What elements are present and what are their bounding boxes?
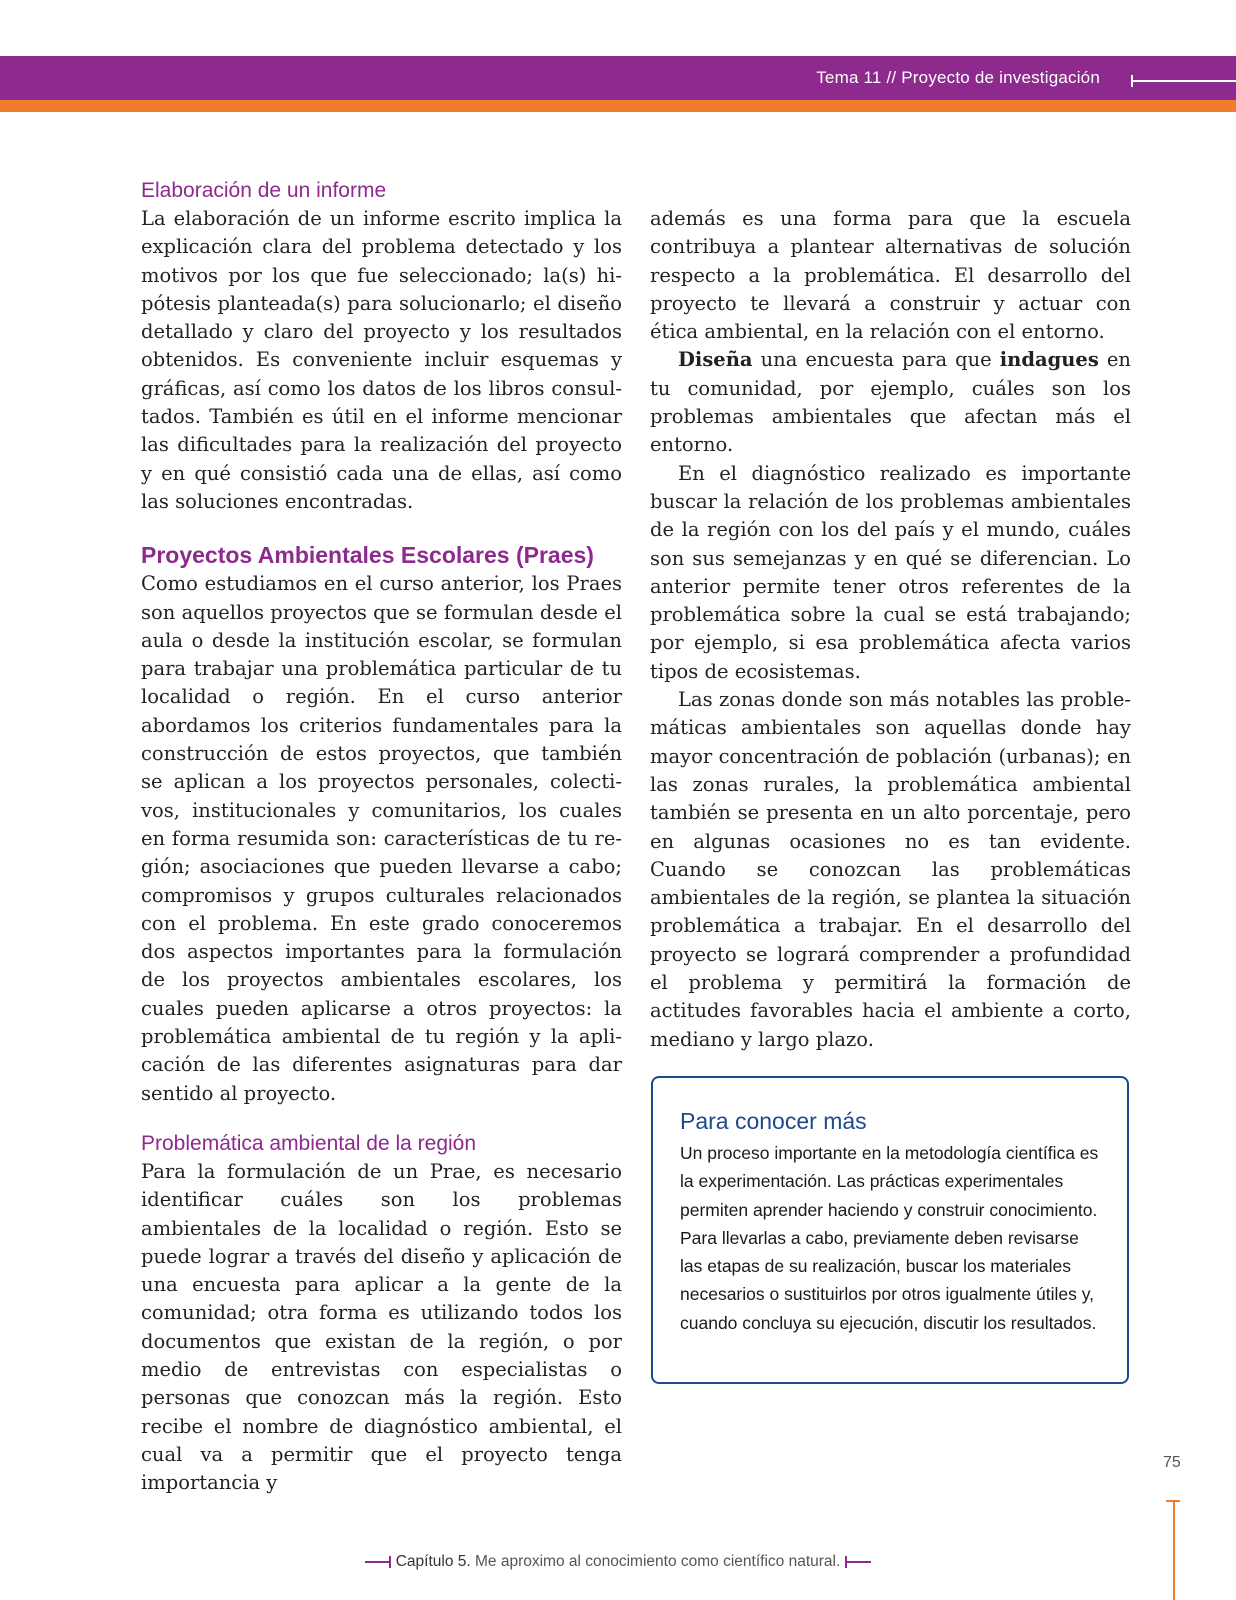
text-disena-rest: en tu comunidad, por ejemplo, cuáles son los problemas ambientales que afectan más el entorno. bbox=[650, 348, 1131, 457]
paragraph-informe: La elaboración de un informe escrito implica la explicación clara del problema detectado y los motivos por los que fue seleccionado; la(s) hipótesis planteada(s) para solucionarlo; el diseño detallado y claro del proyecto y los resultados obtenidos. Es conveniente incluir esquemas y gráficas, así como los datos de los libros consultados. También es útil en el informe mencionar las dificultades para la realización del proyecto y en qué consistió cada una de ellas, así como las soluciones encontradas. bbox=[141, 207, 622, 513]
header-rule bbox=[1132, 80, 1236, 82]
header-accent-stripe bbox=[0, 100, 1236, 112]
paragraph-problematica: Para la formulación de un Prae, es necesario identificar cuáles son los problemas ambientales de la localidad o región. Esto se puede lograr a través del diseño y aplicación de una encuesta para aplicar a la gente de la comunidad; otra forma es utilizando todos los documentos que existan de la región, o por medio de entrevistas con especialistas o personas que conozcan más la región. Esto recibe el nombre de diagnóstico ambiental, el cual va a permitir que el proyecto tenga importancia y bbox=[141, 1159, 622, 1495]
paragraph-diagnostico: En el diagnóstico realizado es importante buscar la relación de los problemas ambientales de la región con los del país y el mundo, cuáles son sus semejanzas y en qué se diferencian. Lo anterior permite tener otros referentes de la problemática sobre la cual se está trabajando; por ejemplo, si esa problemática afecta varios tipos de ecosistemas. bbox=[650, 461, 1131, 683]
paragraph-disena bbox=[650, 346, 1131, 459]
info-box-text: Un proceso importante en la metodología científica es la experimentación. Las prácticas experimentales permiten aprender haciendo y construir conocimiento. Para llevarlas a cabo, previamente deben revisarse las etapas de su realización, buscar los materiales necesarios o sustituirlos por otros igualmente útiles y, cuando concluya su ejecución, discutir los resultados. bbox=[680, 1143, 1099, 1333]
page-line bbox=[1173, 1500, 1175, 1600]
bold-indagues: indagues bbox=[999, 348, 1099, 372]
left-column bbox=[141, 177, 622, 1497]
paragraph-zonas: Las zonas donde son más notables las problemáticas ambientales son aquellas donde hay mayor concentración de población (urbanas); en las zonas rurales, la problemática ambiental también se presenta en un alto porcentaje, pero en algunas ocasiones no es tan evidente. Cuando se conozcan las problemáticas ambientales de la región, se plantea la situación problemática a trabajar. En el desarrollo del proyecto se logrará comprender a profundidad el problema y permitirá la formación de actitudes favorables hacia el ambiente a corto, mediano y largo plazo. bbox=[650, 688, 1131, 1051]
right-column bbox=[650, 205, 1131, 1054]
footer-chapter: Capítulo 5. bbox=[395, 1553, 471, 1570]
paragraph-praes: Como estudiamos en el curso anterior, los Praes son aquellos proyectos que se formulan desde el aula o desde la institución escolar, se formulan para trabajar una problemática particular de tu localidad o región. En el curso anterior abordamos los criterios fundamentales para la construcción de estos proyectos, que también se aplican a los proyectos personales, colectivos, institucionales y comunitarios, los cuales en forma resumida son: características de tu región; asociaciones que pueden llevarse a cabo; compromisos y grupos culturales relacionados con el problema. En este grado conoceremos dos aspectos importantes para la formulación de los proyectos ambientales escolares, los cuales pueden aplicarse a otros proyectos: la problemática ambiental de tu región y la aplicación de las diferentes asignaturas para dar sentido al proyecto. bbox=[141, 572, 622, 1105]
info-box-title: Para conocer más bbox=[680, 1108, 867, 1134]
page-number: 75 bbox=[1163, 1454, 1181, 1471]
bold-disena: Diseña bbox=[678, 348, 753, 372]
section-heading-praes: Proyectos Ambientales Escolares (Praes) bbox=[141, 542, 594, 569]
footer bbox=[0, 1553, 1236, 1571]
footer-title: Me aproximo al conocimiento como científico natural. bbox=[470, 1553, 841, 1570]
section-heading-informe: Elaboración de un informe bbox=[141, 179, 387, 202]
paragraph-continuation: además es una forma para que la escuela contribuya a plantear alternativas de solución respecto a la problemática. El desarrollo del proyecto te llevará a construir y actuar con ética ambiental, en la relación con el entorno. bbox=[650, 207, 1131, 344]
footer-rule-right bbox=[845, 1561, 871, 1563]
section-heading-problematica: Problemática ambiental de la región bbox=[141, 1131, 477, 1155]
text-disena-mid: una encuesta para que bbox=[752, 348, 1000, 372]
header-title: Tema 11 // Proyecto de investigación bbox=[816, 68, 1100, 87]
footer-rule-left bbox=[365, 1561, 391, 1563]
info-box bbox=[651, 1076, 1129, 1384]
